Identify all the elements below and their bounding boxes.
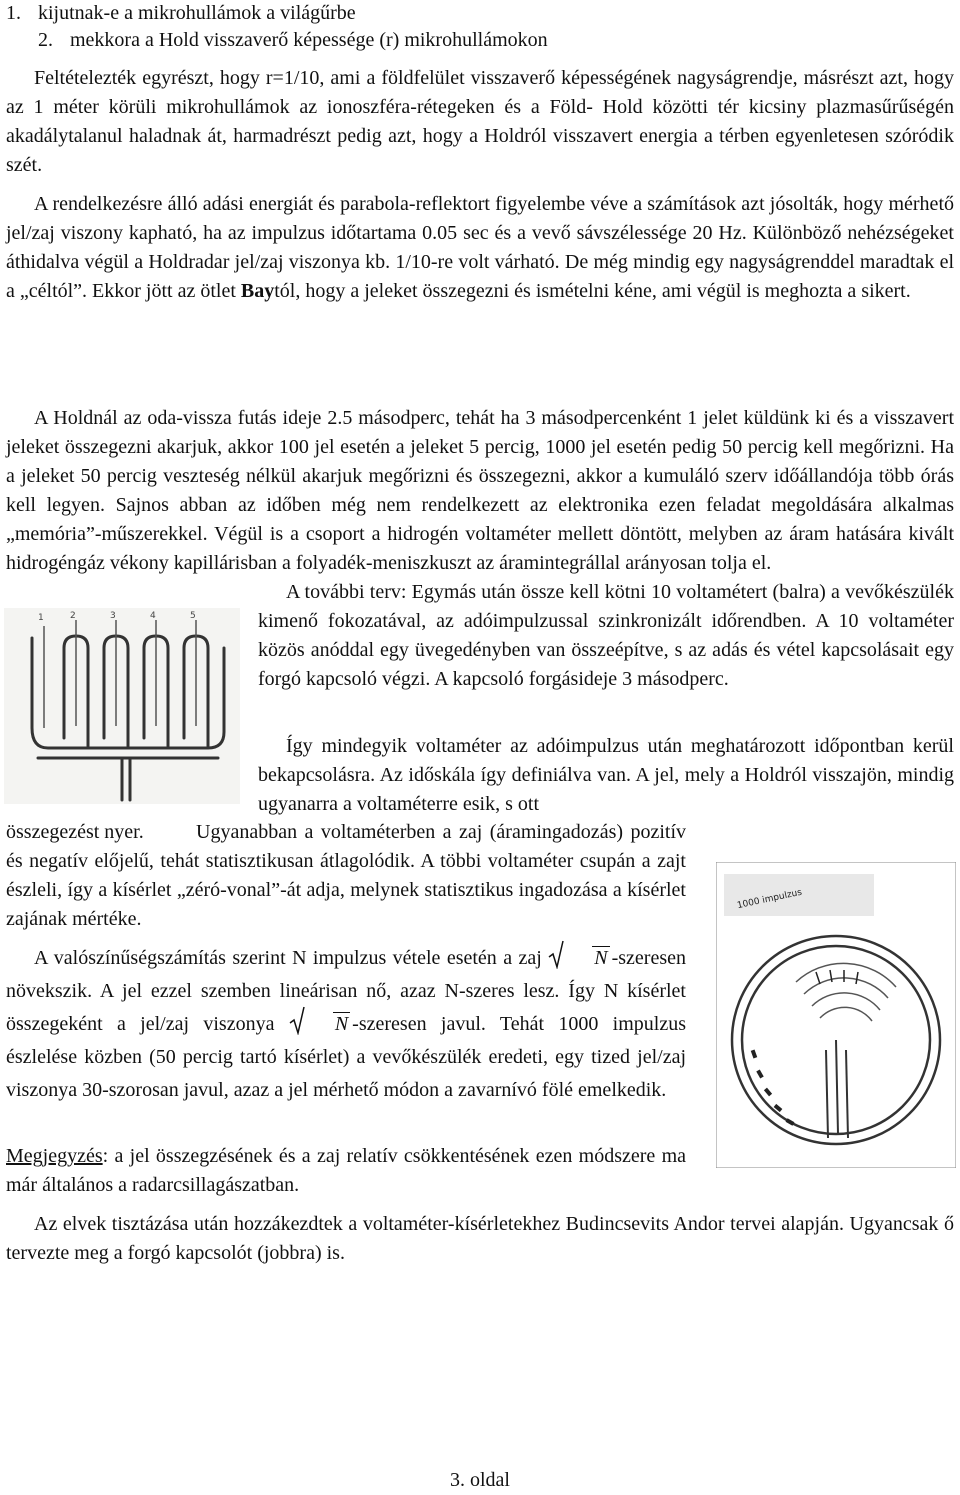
paragraph-roundtrip: A Holdnál az oda-vissza futás ideje 2.5 másodperc, tehát ha 3 másodpercenként 1 jelet küldünk ki és a visszavert jeleket összegezni akarjuk, akkor 100 jel esetén a jeleket 5 percig, 1000 jel esetén pedig 50 percig kell megőrizni. Ha a jeleket 50 percig veszteség nélkül akarjuk megőrizni és összegezni, akkor a kumuláló szerv időállandója több órás kell legyen. Sajnos abban az időben még nem rendelkezett az elektronika ezen feladat megoldására alkalmas „memória”-műszerekkel. Végül is a csoport a hidrogén voltaméter mellett döntött, melyben az áram hatására kivált hidrogéngáz vékony kapillárisban a folyadék-meniszkuszt az áramintegrállal arányosan tolja el. [6,407,954,574]
rotary-switch-figure [716,862,956,1168]
list-number: 2. [38,29,53,51]
paragraph-text: A rendelkezésre álló adási energiát és parabola-reflektort figyelembe véve a számítások azt jósolták, hogy mérhető jel/zaj viszony kapható, ha az impulzus időtartama 0.05 sec és a vevő sávszélessége 20 Hz. Különböző nehézségeket áthidalva végül a Holdradar jel/zaj viszonya kb. 1/10-re volt várható. De még mindig egy nagyságrenddel maradtak el a „céltól”. Ekkor jött az ötlet [6,193,954,302]
fig-label: 3 [110,611,116,621]
sqrt-n [289,1008,350,1041]
paragraph-text: -szeresen növekszik. A jel ezzel szemben lineárisan nő, azaz N-szeres lesz. Így N kísérlet összegeként a jel/zaj viszonya [6,947,686,1035]
list-text: kijutnak-e a mikrohullámok a világűrbe [38,2,356,24]
sqrt-n [548,942,609,975]
voltameter-figure [4,608,240,804]
sqrt-radicand: N [594,947,608,969]
paragraph-conclusion: Az elvek tisztázása után hozzákezdtek a voltaméter-kísérletekhez Budincsevits Andor tervei alapján. Ugyancsak ő tervezte meg a forgó kapcsolót (jobbra) is. [6,1213,954,1264]
paragraph-probability [6,942,686,1107]
note-label: Megjegyzés [6,1145,103,1167]
paragraph-text: A valószínűségszámítás szerint N impulzus vétele esetén a zaj [34,947,542,969]
list-number: 1. [6,2,21,24]
list-item [0,0,940,27]
list-item [0,27,940,54]
name-bay: Bay [240,280,275,302]
sqrt-radicand: N [334,1013,349,1035]
paragraph-assumptions: Feltételezték egyrészt, hogy r=1/10, ami a földfelület visszaverő képességének nagyságrendje, másrészt azt, hogy az 1 méter körüli mikrohullámok az ionoszféra-rétegeken és a Föld- Hold közötti tér kicsiny plazmasűrűségén akadálytalanul haladnak át, harmadrészt pedig azt, hogy a Holdról visszavert energia a térben egyenletesen szóródik szét. [6,67,954,176]
question-list [0,0,940,54]
paragraph-plan: A további terv: Egymás után össze kell kötni 10 voltamétert (balra) a vevőkészülék kimenő fokozatával, az adóimpulzussal szinkronizált időrendben. A 10 voltaméter közös anóddal egy üvegedényben van összeépítve, s az adás és vétel kapcsolásait egy forgó kapcsoló végzi. A kapcsoló forgásideje 3 másodperc. [258,581,954,690]
rotary-switch-drawing [716,862,956,1168]
fig-label: 1 [38,613,44,623]
paragraph-timing: Így mindegyik voltaméter az adóimpulzus után meghatározott időpontban kerül bekapcsolásra. Az időskála így definiálva van. A jel, mely a Holdról visszajön, mindig ugyanarra a voltaméterre esik, s ott [258,735,954,815]
paragraph-text: Ugyanabban a voltaméterben a zaj (áramingadozás) pozitív és negatív előjelű, tehát statisztikusan átlagolódik. A többi voltaméter csupán a zajt észleli, így a kísérlet „zéró-vonal”-át adja, melynek statisztikus ingadozása a kísérlet zajának mértéke. [6,821,686,930]
paragraph-noise [6,818,686,934]
fig-label: 4 [150,611,156,621]
paragraph-text: -szeresen javul. Tehát 1000 impulzus észlelése közben (50 percig tartó kísérlet) a vevőkészülék eredeti, egy tized jel/zaj viszonya 30-szorosan javul, azaz a jel mérhető módon a zavarnívó fölé emelkedik. [6,1013,687,1101]
list-text: mekkora a Hold visszaverő képessége (r) mikrohullámokon [70,29,548,51]
paragraph-text: összegezést nyer. [6,821,144,843]
paragraph-text: : a jel összegzésének és a zaj relatív csökkentésének ezen módszere ma már általános a radarcsillagászatban. [6,1145,686,1196]
page-number: 3. oldal [450,1469,510,1491]
fig-label: 2 [70,611,76,621]
paragraph-predictions [6,190,954,306]
fig-label: 5 [190,611,196,621]
paragraph-text: tól, hogy a jeleket összegezni és ismételni kéne, ami végül is meghozta a sikert. [274,280,911,302]
voltameter-drawing [4,608,240,804]
switch-label: 1000 impulzus [736,887,803,912]
paragraph-note [6,1142,686,1200]
